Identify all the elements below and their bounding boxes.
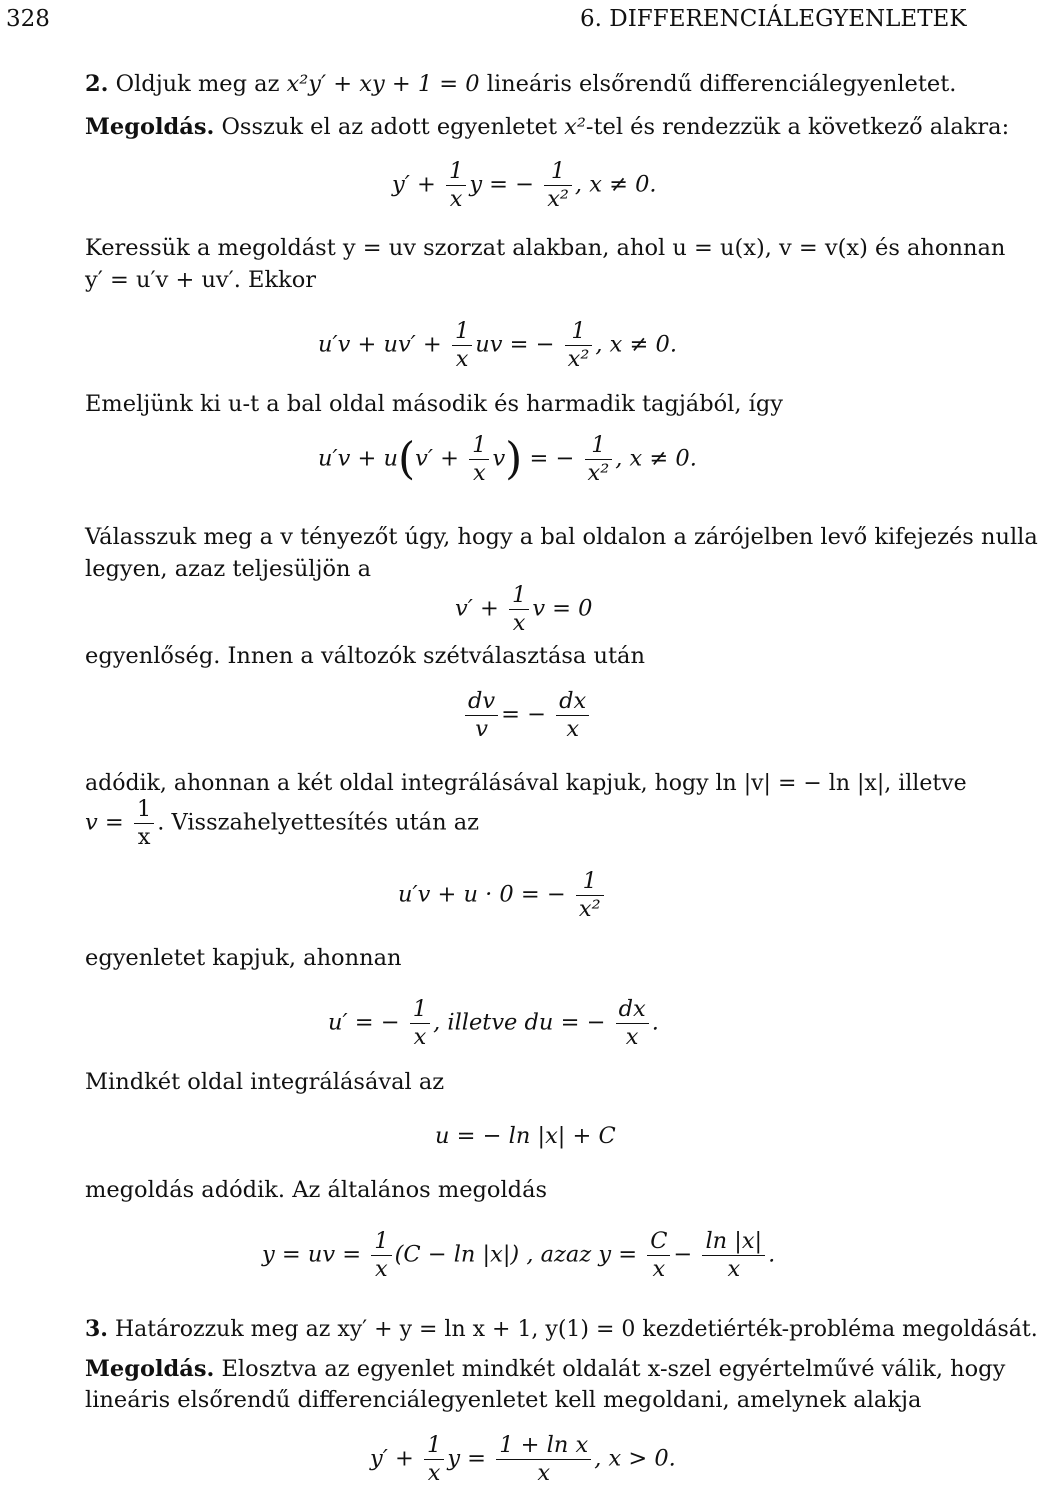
paragraph-line: Válasszuk meg a v tényezőt úgy, hogy a bal oldalon a zárójelben levő kifejezés nulla <box>85 524 1038 550</box>
problem-number: 3. <box>85 1316 108 1342</box>
paragraph-line: Keressük a megoldást y = uv szorzat alakban, ahol u = u(x), v = v(x) és ahonnan <box>85 235 1006 261</box>
statement-text: Határozzuk meg az xy′ + y = ln x + 1, y(1) = 0 kezdetiérték-probléma megoldását. <box>107 1317 1038 1342</box>
statement-text: lineáris elsőrendű differenciálegyenletet. <box>479 71 957 97</box>
equation-2: u′v + uv′ + $\frac{1}{x}$ uv = − $\frac{1}{\text{x²}}$ , x ≠ 0. <box>318 318 677 372</box>
inline-math: x² <box>564 114 586 140</box>
solution-intro <box>85 1357 1005 1383</box>
fraction: $\frac{\text{1 + ln x}}{x}$ <box>496 1432 591 1487</box>
fraction: $\frac{1}{x}$ <box>446 158 466 213</box>
fraction: $\frac{1}{x}$ <box>424 1432 444 1487</box>
equation-6: u′v + u · 0 = − $\frac{1}{\text{x²}}$ <box>398 868 607 923</box>
paragraph-line: lineáris elsőrendű differenciálegyenletet kell megoldani, amelynek alakja <box>85 1387 922 1413</box>
fraction: $\frac{1}{\text{x²}}$ <box>544 158 572 213</box>
fraction: $\frac{1}{x}$ <box>509 582 529 637</box>
fraction: $\frac{1}{\text{x²}}$ <box>565 318 593 373</box>
solution-intro <box>85 115 1009 141</box>
solution-text: Elosztva az egyenlet mindkét oldalát x-szel egyértelművé válik, hogy <box>214 1356 1006 1382</box>
page-number: 328 <box>6 6 50 32</box>
paragraph-line: y′ = u′v + uv′. Ekkor <box>85 267 317 293</box>
fraction: $\frac{1}{x}$ <box>410 996 430 1051</box>
paragraph-line: egyenletet kapjuk, ahonnan <box>85 945 402 971</box>
fraction: $\frac{1}{\text{x²}}$ <box>576 868 604 923</box>
equation-3: u′v + u(v′ + $\frac{1}{x}$ v) = − $\frac{1}{\text{x²}}$ , x ≠ 0. <box>318 432 697 486</box>
fraction: $\frac{\ln |x|}{x}$ <box>702 1228 765 1283</box>
statement-equation: x²y′ + xy + 1 = 0 <box>286 71 480 97</box>
problem-2-statement <box>85 72 956 98</box>
paragraph-line: legyen, azaz teljesüljön a <box>85 556 372 582</box>
equation-10: y′ + $\frac{1}{x}$ y = $\frac{\text{1 + ln x}}{x}$ , x > 0. <box>370 1432 676 1486</box>
fraction: $\frac{dx}{x}$ <box>556 688 589 743</box>
equation-1: y′ + $\frac{1}{x}$ y = − $\frac{1}{\text{x²}}$ , x ≠ 0. <box>392 158 657 212</box>
solution-label: Megoldás. <box>85 114 215 140</box>
fraction: $\frac{dv}{v}$ <box>465 688 498 743</box>
problem-number: 2. <box>85 71 109 97</box>
paragraph-line: egyenlőség. Innen a változók szétválasztása után <box>85 643 645 669</box>
problem-3-statement <box>85 1317 1038 1342</box>
equation-7: u′ = − $\frac{1}{x}$ , illetve du = − $\frac{dx}{x}$ . <box>328 996 659 1050</box>
paragraph-line: Mindkét oldal integrálásával az <box>85 1069 445 1095</box>
fraction: $\frac{1}{x}$ <box>134 796 154 851</box>
paragraph-line: megoldás adódik. Az általános megoldás <box>85 1177 548 1203</box>
equation-9: y = uv = $\frac{1}{x}$ (C − ln |x|) , azaz y = $\frac{C}{x}$ − $\frac{\ln |x|}{x}$ . <box>262 1228 776 1282</box>
fraction: $\frac{1}{\text{x²}}$ <box>585 432 613 487</box>
paragraph-line: adódik, ahonnan a két oldal integrálásával kapjuk, hogy ln |v| = − ln |x|, illetve <box>85 771 967 796</box>
paragraph-line: Emeljünk ki u-t a bal oldal második és harmadik tagjából, így <box>85 391 783 417</box>
equation-5: $\frac{dv}{v}$ = − $\frac{dx}{x}$ <box>462 688 592 743</box>
chapter-title: 6. DIFFERENCIÁLEGYENLETEK <box>580 6 967 32</box>
fraction: $\frac{dx}{x}$ <box>616 996 649 1051</box>
paragraph-line: v = $\frac{1}{x}$ . Visszahelyettesítés után az <box>85 796 480 850</box>
solution-text: Osszuk el az adott egyenletet <box>214 114 565 140</box>
fraction: $\frac{C}{x}$ <box>647 1228 670 1283</box>
equation-8: u = − ln |x| + C <box>435 1123 616 1149</box>
fraction: $\frac{1}{x}$ <box>371 1228 391 1283</box>
fraction: $\frac{1}{x}$ <box>469 432 489 487</box>
solution-label: Megoldás. <box>85 1356 215 1382</box>
solution-text: -tel és rendezzük a következő alakra: <box>585 114 1010 140</box>
equation-4: v′ + $\frac{1}{x}$ v = 0 <box>455 582 593 636</box>
fraction: $\frac{1}{x}$ <box>452 318 472 373</box>
statement-text: Oldjuk meg az <box>115 71 287 97</box>
